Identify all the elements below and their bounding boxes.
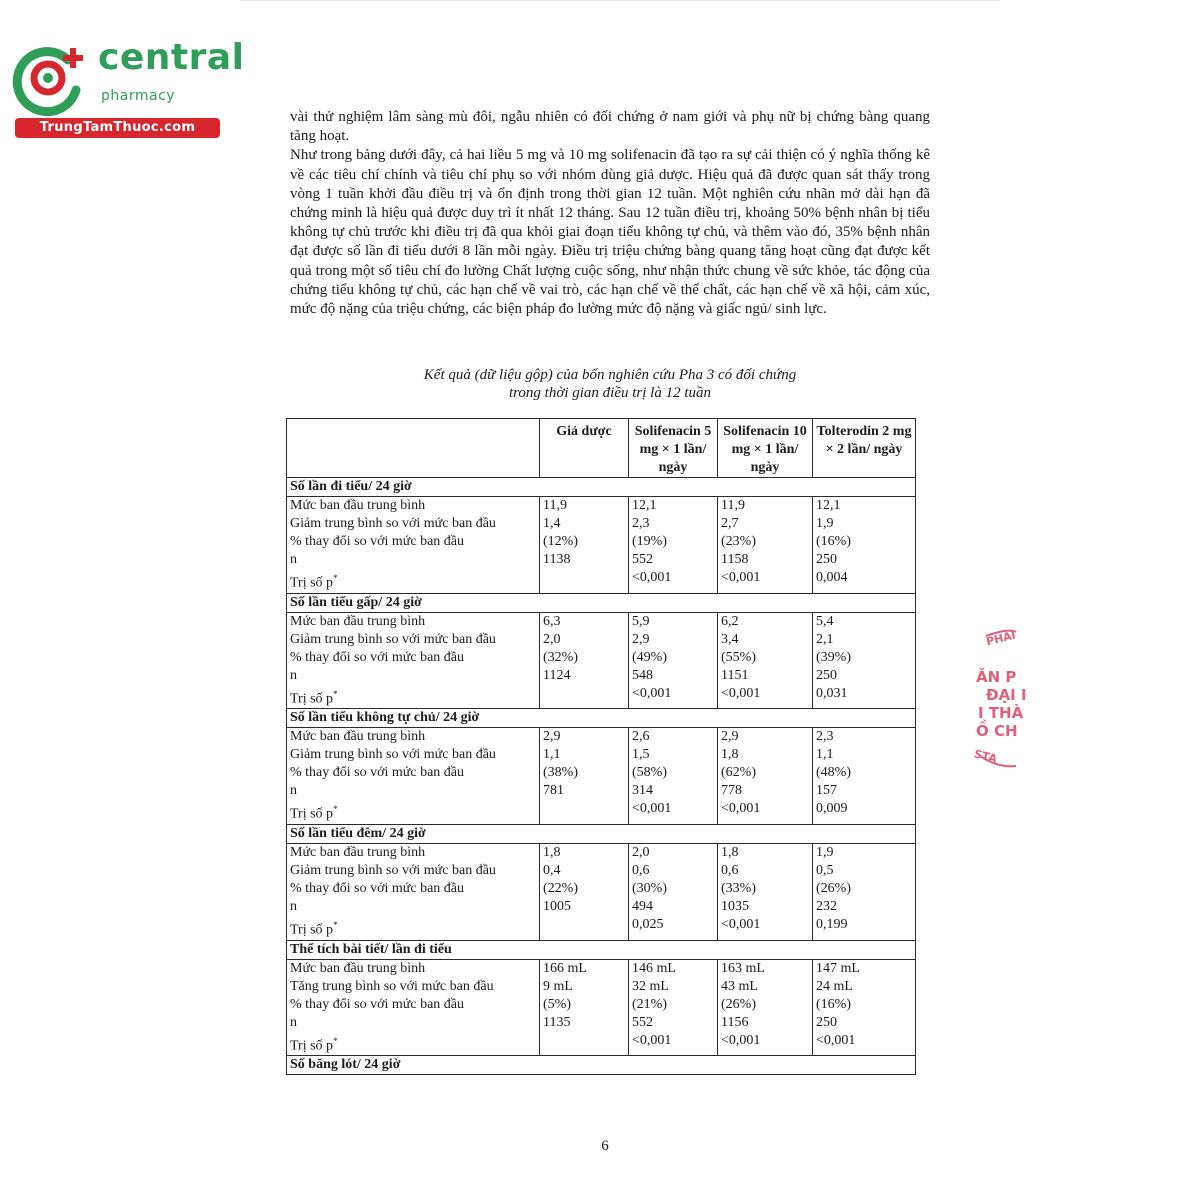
row-labels	[287, 959, 540, 1056]
cell-value: 2,3	[816, 729, 834, 745]
header-solifenacin-10mg: Solifenacin 10 mg × 1 lần/ ngày	[718, 419, 813, 478]
cell-value: 6,3	[543, 613, 561, 629]
cell-value: 0,004	[816, 570, 848, 585]
cell-value: 314	[632, 783, 653, 799]
cell-value: (22%)	[543, 880, 578, 896]
cell-value: 163 mL	[721, 960, 765, 976]
cell-value: 1135	[543, 1014, 571, 1030]
table-cell	[813, 728, 916, 825]
table-cell	[629, 959, 718, 1056]
table-cell	[540, 497, 629, 594]
table-cell	[718, 959, 813, 1056]
table-row	[287, 843, 916, 940]
table-cell	[629, 843, 718, 940]
table-cell	[718, 497, 813, 594]
cell-value: 1,9	[816, 516, 834, 531]
cell-value: (21%)	[632, 996, 667, 1012]
caption-line: trong thời gian điều trị là 12 tuần	[508, 385, 712, 401]
stamp-text: I THÀ	[978, 704, 1024, 722]
cell-value: 1,1	[816, 747, 834, 763]
cell-value: 24 mL	[816, 978, 853, 994]
row-labels	[287, 497, 540, 594]
row-label	[290, 800, 536, 824]
cell-value: 1,9	[816, 844, 834, 860]
cell-value: 0,199	[816, 916, 848, 932]
cell-value: (26%)	[721, 996, 756, 1012]
cell-value: <0,001	[721, 916, 761, 932]
table-cell	[540, 959, 629, 1056]
cell-value: (62%)	[721, 765, 756, 781]
cell-value: 11,9	[721, 498, 745, 513]
cell-value: 166 mL	[543, 960, 587, 976]
table-cell	[540, 728, 629, 825]
stamp-text: Ồ CH	[976, 722, 1018, 740]
header-placebo: Giả dược	[540, 419, 629, 478]
cell-value: 43 mL	[721, 978, 758, 994]
cell-value: (49%)	[632, 649, 667, 665]
row-label-text: Trị số p	[290, 1038, 334, 1054]
cell-value: 250	[816, 552, 837, 567]
cell-value: <0,001	[721, 685, 761, 701]
row-label-text: Trị số p	[290, 575, 334, 591]
cell-value: 1138	[543, 552, 571, 567]
cell-value: 9 mL	[543, 978, 573, 994]
table-cell	[629, 612, 718, 709]
cell-value: <0,001	[632, 801, 672, 817]
cell-value: 1151	[721, 667, 749, 683]
row-label	[290, 685, 536, 709]
footnote-marker: *	[333, 919, 338, 930]
cell-value: 32 mL	[632, 978, 669, 994]
stamp-text: ĂN P	[976, 668, 1017, 686]
cell-value: 146 mL	[632, 960, 676, 976]
row-label: % thay đổi so với mức ban đầu	[290, 649, 465, 665]
cell-value: 0,6	[721, 862, 739, 878]
table-cell	[718, 612, 813, 709]
row-label: Giảm trung bình so với mức ban đầu	[290, 516, 496, 531]
table-row	[287, 728, 916, 825]
stamp	[958, 628, 1027, 778]
cell-value: <0,001	[632, 570, 672, 585]
stamp-text: PHAI	[984, 628, 1018, 649]
cell-value: 2,0	[543, 631, 561, 647]
row-label	[290, 1032, 536, 1056]
section-title: Số lần tiểu đêm/ 24 giờ	[287, 824, 916, 843]
cell-value: 2,9	[721, 729, 739, 745]
cell-value: 11,9	[543, 498, 567, 513]
row-labels	[287, 612, 540, 709]
table-cell	[629, 728, 718, 825]
cell-value: 1158	[721, 552, 749, 567]
cell-value: <0,001	[632, 1032, 672, 1048]
cell-value: 3,4	[721, 631, 739, 647]
cell-value: (16%)	[816, 534, 851, 549]
table-cell	[813, 959, 916, 1056]
header-solifenacin-5mg: Solifenacin 5 mg × 1 lần/ ngày	[629, 419, 718, 478]
cell-value	[543, 800, 625, 818]
cell-value: 2,6	[632, 729, 650, 745]
results-table	[286, 418, 916, 1075]
table-header-row	[287, 419, 916, 478]
cell-value: 12,1	[632, 498, 657, 513]
page-number: 6	[601, 1138, 609, 1154]
table-row	[287, 612, 916, 709]
row-label: % thay đổi so với mức ban đầu	[290, 996, 465, 1012]
row-label: Tăng trung bình so với mức ban đầu	[290, 978, 494, 994]
cell-value: 2,0	[632, 844, 650, 860]
row-label: Giảm trung bình so với mức ban đầu	[290, 862, 496, 878]
cell-value: (55%)	[721, 649, 756, 665]
row-label	[290, 916, 536, 940]
row-label-text: Trị số p	[290, 691, 334, 707]
row-label: n	[290, 552, 297, 567]
footnote-marker: *	[333, 1035, 338, 1046]
table-cell	[813, 497, 916, 594]
cell-value: 0,4	[543, 862, 561, 878]
cell-value: 1035	[721, 898, 749, 914]
row-label-text: Trị số p	[290, 806, 334, 822]
caption-line: Kết quả (dữ liệu gộp) của bốn nghiên cứu Pha 3 có đối chứng	[423, 367, 797, 383]
cell-value: (5%)	[543, 996, 571, 1012]
cell-value: <0,001	[816, 1032, 856, 1048]
cell-value: 0,025	[632, 916, 664, 932]
cell-value: 494	[632, 898, 653, 914]
cell-value: <0,001	[632, 685, 672, 701]
cell-value: 552	[632, 552, 653, 567]
footnote-marker: *	[333, 573, 338, 583]
table-cell	[718, 843, 813, 940]
cell-value: 1,8	[543, 844, 561, 860]
brand-logo	[10, 37, 245, 138]
row-label: n	[290, 1014, 297, 1030]
cell-value: 6,2	[721, 613, 739, 629]
table-row	[287, 959, 916, 1056]
page-edge	[240, 0, 1000, 7]
table-section-row	[287, 824, 916, 843]
cell-value	[543, 685, 625, 703]
cell-value: <0,001	[721, 1032, 761, 1048]
table-cell	[540, 843, 629, 940]
logo-subtitle: pharmacy	[101, 88, 176, 104]
row-label: Mức ban đầu trung bình	[290, 613, 426, 629]
cell-value: 1005	[543, 898, 571, 914]
cell-value: 1124	[543, 667, 571, 683]
cell-value: 1,5	[632, 747, 650, 763]
footnote-marker: *	[333, 688, 338, 699]
paragraph: vài thử nghiệm lâm sàng mù đôi, ngẫu nhiên có đối chứng ở nam giới và phụ nữ bị chứng bàng quang tăng hoạt.	[290, 109, 930, 145]
cell-value: 0,031	[816, 685, 848, 701]
cell-value	[543, 1032, 625, 1050]
footnote-marker: *	[333, 804, 338, 815]
logo-site-banner: TrungTamThuoc.com	[15, 118, 220, 138]
cell-value: (58%)	[632, 765, 667, 781]
table-section-row	[287, 709, 916, 728]
table-cell	[813, 843, 916, 940]
section-title: Số lần đi tiểu/ 24 giờ	[287, 478, 916, 497]
row-label: n	[290, 898, 297, 914]
row-label: Giảm trung bình so với mức ban đầu	[290, 747, 496, 763]
row-labels	[287, 728, 540, 825]
cell-value	[543, 916, 625, 934]
section-title: Thể tích bài tiết/ lần đi tiểu	[287, 940, 916, 959]
table-cell	[813, 612, 916, 709]
cell-value: 1,1	[543, 747, 561, 763]
cell-value: (38%)	[543, 765, 578, 781]
section-title: Số lần tiểu không tự chủ/ 24 giờ	[287, 709, 916, 728]
cell-value: 2,9	[543, 729, 561, 745]
cell-value: 2,7	[721, 516, 739, 531]
table-cell	[718, 728, 813, 825]
table-caption	[290, 366, 930, 402]
cell-value: <0,001	[721, 801, 761, 817]
table-section-row	[287, 478, 916, 497]
cell-value: 0,6	[632, 862, 650, 878]
row-label: n	[290, 783, 297, 799]
cell-value: 1,4	[543, 516, 561, 531]
section-title: Số lần tiểu gấp/ 24 giờ	[287, 593, 916, 612]
row-label	[290, 569, 536, 593]
cell-value: 147 mL	[816, 960, 860, 976]
header-tolterodin: Tolterodin 2 mg × 2 lần/ ngày	[813, 419, 916, 478]
cell-value: 232	[816, 898, 837, 914]
cell-value: 0,009	[816, 801, 848, 817]
cell-value: 1156	[721, 1014, 749, 1030]
row-label: Mức ban đầu trung bình	[290, 960, 426, 976]
body-text	[290, 108, 930, 319]
cell-value: 2,3	[632, 516, 650, 531]
table-row	[287, 497, 916, 594]
table-cell	[540, 612, 629, 709]
table-sections	[287, 478, 916, 1056]
central-pharmacy-logo-icon	[10, 38, 92, 118]
row-label: % thay đổi so với mức ban đầu	[290, 880, 465, 896]
cell-value: 548	[632, 667, 653, 683]
row-label: n	[290, 667, 297, 683]
cell-value: (32%)	[543, 649, 578, 665]
row-label: Mức ban đầu trung bình	[290, 498, 426, 513]
cell-value	[543, 569, 625, 587]
cell-value: (48%)	[816, 765, 851, 781]
row-label-text: Trị số p	[290, 922, 334, 938]
cell-value: 778	[721, 783, 742, 799]
cell-value: (30%)	[632, 880, 667, 896]
cell-value: (23%)	[721, 534, 756, 549]
table-cell	[629, 497, 718, 594]
cell-value: 781	[543, 783, 564, 799]
cell-value: (12%)	[543, 534, 578, 549]
cell-value: 1,8	[721, 747, 739, 763]
row-label: % thay đổi so với mức ban đầu	[290, 765, 465, 781]
row-label: Mức ban đầu trung bình	[290, 729, 426, 745]
row-label: Mức ban đầu trung bình	[290, 844, 426, 860]
logo-name: central	[98, 37, 245, 78]
table-section-row	[287, 593, 916, 612]
row-labels	[287, 843, 540, 940]
cell-value: (33%)	[721, 880, 756, 896]
paragraph: Như trong bảng dưới đây, cả hai liều 5 mg và 10 mg solifenacin đã tạo ra sự cải thiện có ý nghĩa thống kê về các tiêu chí chính và tiêu chí phụ so với nhóm dùng giả dược. Hiệu quả đã được quan sát thấy trong vòng 1 tuần khởi đầu điều trị và ổn định trong thời gian 12 tuần. Một nghiên cứu nhãn mở dài hạn đã chứng minh là hiệu quả được duy trì ít nhất 12 tháng. Sau 12 tuần điều trị, khoảng 50% bệnh nhân bị tiểu không tự chủ trước khi điều trị đã qua khỏi giai đoạn tiểu không tự chủ, và thêm vào đó, 35% bệnh nhân đạt được số lần đi tiểu dưới 8 lần mỗi ngày. Điều trị triệu chứng bàng quang tăng hoạt cũng đạt được kết quả trong một số tiêu chí đo lường Chất lượng cuộc sống, như nhận thức chung về sức khỏe, tác động của chứng tiểu không tự chủ, các hạn chế về vai trò, các hạn chế về thể chất, các hạn chế về xã hội, cảm xúc, mức độ nặng của triệu chứng, các biện pháp đo lường mức độ nặng và giấc ngủ/ sinh lực.	[290, 147, 930, 318]
cell-value: 0,5	[816, 862, 834, 878]
header-empty	[287, 419, 540, 478]
row-label: Giảm trung bình so với mức ban đầu	[290, 631, 496, 647]
cell-value: 250	[816, 667, 837, 683]
cell-value: 2,9	[632, 631, 650, 647]
cell-value: 2,1	[816, 631, 834, 647]
cell-value: (19%)	[632, 534, 667, 549]
table-section-row	[287, 1056, 916, 1075]
cell-value: <0,001	[721, 570, 761, 585]
cell-value: 250	[816, 1014, 837, 1030]
section-title: Số băng lót/ 24 giờ	[287, 1056, 916, 1075]
cell-value: (26%)	[816, 880, 851, 896]
row-label: % thay đổi so với mức ban đầu	[290, 534, 465, 549]
cell-value: 157	[816, 783, 837, 799]
cell-value: 552	[632, 1014, 653, 1030]
cell-value: 5,9	[632, 613, 650, 629]
stamp-text: ĐẠI I	[986, 686, 1027, 704]
cell-value: 12,1	[816, 498, 841, 513]
cell-value: 1,8	[721, 844, 739, 860]
cell-value: (39%)	[816, 649, 851, 665]
stamp-text: STA	[972, 747, 999, 766]
cell-value: 5,4	[816, 613, 834, 629]
cell-value: (16%)	[816, 996, 851, 1012]
table-section-row	[287, 940, 916, 959]
